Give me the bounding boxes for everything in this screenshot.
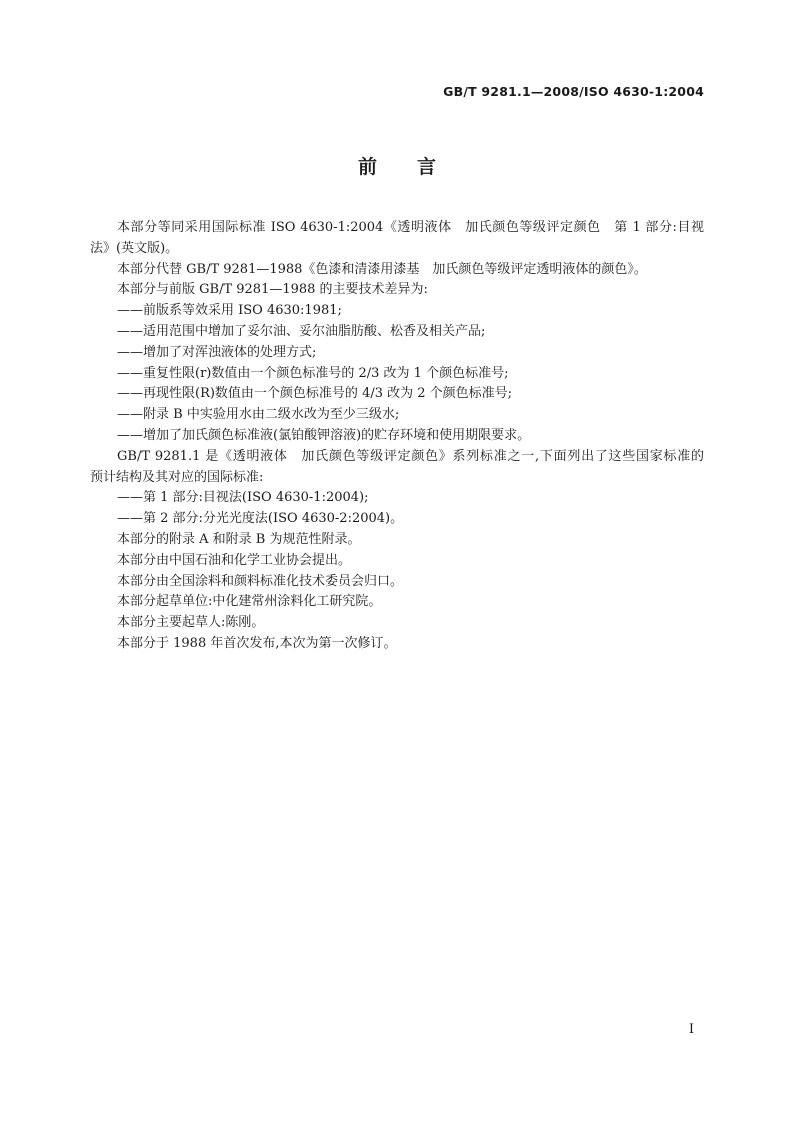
list-item-difference-3: ——增加了对浑浊液体的处理方式; — [117, 344, 317, 360]
list-item-part-1: ——第 1 部分:目视法(ISO 4630-1:2004); — [117, 490, 369, 506]
list-item-part-2: ——第 2 部分:分光光度法(ISO 4630-2:2004)。 — [117, 511, 404, 527]
list-item-difference-7: ——增加了加氏颜色标准液(氯铂酸钾溶液)的贮存环境和使用期限要求。 — [117, 427, 531, 443]
paragraph-series-line1: GB/T 9281.1 是《透明液体 加氏颜色等级评定颜色》系列标准之一,下面列出了这些国家标准的 — [117, 448, 704, 464]
paragraph-drafting-unit: 本部分起草单位:中化建常州涂料化工研究院。 — [117, 594, 382, 610]
list-item-difference-5: ——再现性限(R)数值由一个颜色标准号的 4/3 改为 2 个颜色标准号; — [117, 386, 513, 402]
standard-code-header: GB/T 9281.1—2008/ISO 4630-1:2004 — [443, 84, 704, 99]
paragraph-under-jurisdiction: 本部分由全国涂料和颜料标准化技术委员会归口。 — [117, 573, 404, 589]
paragraph-annexes: 本部分的附录 A 和附录 B 为规范性附录。 — [117, 531, 361, 547]
paragraph-adoption-line2: 法》(英文版)。 — [90, 240, 179, 256]
list-item-difference-6: ——附录 B 中实验用水由二级水改为至少三级水; — [117, 407, 400, 423]
list-item-difference-4: ——重复性限(r)数值由一个颜色标准号的 2/3 改为 1 个颜色标准号; — [117, 365, 509, 381]
page-title: 前言 — [357, 156, 476, 178]
paragraph-drafters: 本部分主要起草人:陈刚。 — [117, 615, 265, 631]
paragraph-series-line2: 预计结构及其对应的国际标准: — [90, 469, 264, 485]
list-item-difference-2: ——适用范围中增加了妥尔油、妥尔油脂肪酸、松香及相关产品; — [117, 323, 486, 339]
list-item-difference-1: ——前版系等效采用 ISO 4630:1981; — [117, 303, 342, 319]
paragraph-proposed-by: 本部分由中国石油和化学工业协会提出。 — [117, 552, 352, 568]
foreword-body — [90, 218, 704, 655]
paragraph-publication-history: 本部分于 1988 年首次发布,本次为第一次修订。 — [117, 635, 397, 651]
paragraph-replaces: 本部分代替 GB/T 9281—1988《色漆和清漆用漆基 加氏颜色等级评定透明液体的颜色》。 — [117, 261, 647, 277]
paragraph-adoption-line1: 本部分等同采用国际标准 ISO 4630-1:2004《透明液体 加氏颜色等级评定颜色 第 1 部分:目视 — [117, 220, 704, 235]
page-number: I — [688, 1022, 694, 1037]
paragraph-differences-intro: 本部分与前版 GB/T 9281—1988 的主要技术差异为: — [117, 282, 428, 298]
